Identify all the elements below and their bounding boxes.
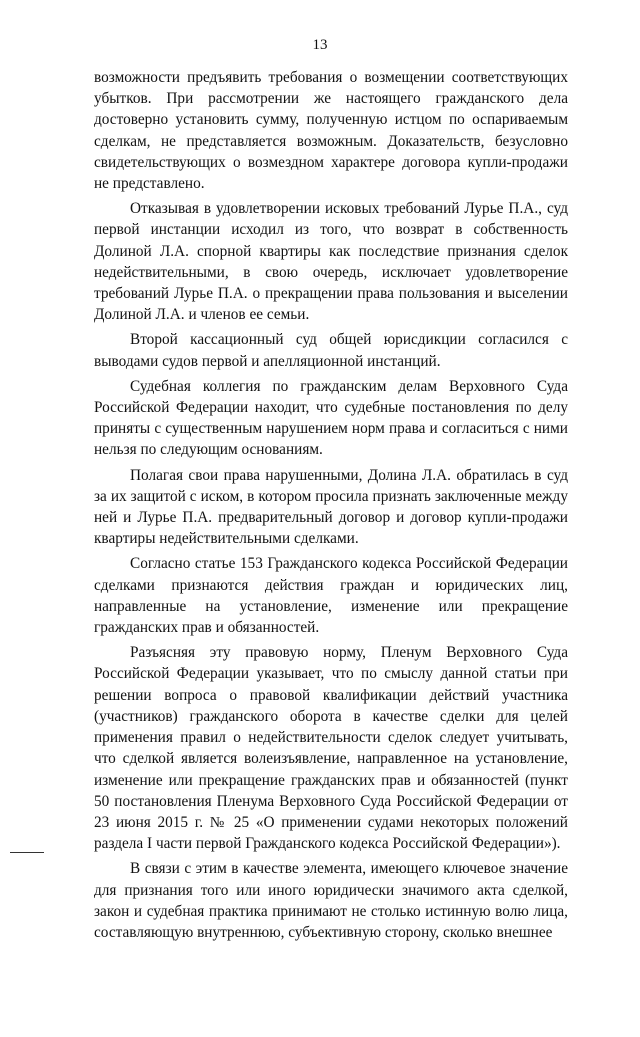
paragraph-judicial-board-finding: Судебная коллегия по гражданским делам Верховного Суда Российской Федерации находит, что судебные постановления по делу приняты с существенным нарушением норм права и согласиться с ними нельзя по следующим основаниям. bbox=[94, 377, 568, 459]
paragraph-continuation: возможности предъявить требования о возмещении соответствующих убытков. При рассмотрении же настоящего гражданского дела достоверно установить сумму, полученную истцом по оспариваемым сделкам, не представляется возможным. Доказательств, безусловно свидетельствующих о возмездном характере договора купли-продажи не представлено. bbox=[94, 69, 568, 193]
page-number: 13 bbox=[312, 37, 328, 53]
margin-scan-mark bbox=[10, 852, 44, 853]
paragraph-plenum-explanation: Разъясняя эту правовую норму, Пленум Верховного Суда Российской Федерации указывает, что по смыслу данной статьи при решении вопроса о правовой квалификации действий участника (участников) гражданского оборота в качестве сделки для целей применения правил о недействительности сделок следует учитывать, что сделкой является волеизъявление, направленное на установление, изменение или прекращение гражданских прав и обязанностей (пункт 50 постановления Пленума Верховного Суда Российской Федерации от 23 июня 2015 г. № 25 «О применении судами некоторых положений раздела I части первой Гражданского кодекса Российской Федерации»). bbox=[94, 644, 568, 853]
paragraph-claim-description: Полагая свои права нарушенными, Долина Л.А. обратилась в суд за их защитой с иском, в котором просила признать заключенные между ней и Лурье П.А. предварительный договор и договор купли-продажи квартиры недействительными сделками. bbox=[94, 466, 568, 548]
paragraph-key-element: В связи с этим в качестве элемента, имеющего ключевое значение для признания того или иного юридически значимого акта сделкой, закон и судебная практика принимают не столько истинную волю лица, составляющую внутреннюю, субъективную сторону, сколько внешнее bbox=[94, 860, 568, 941]
paragraph-first-instance-refusal: Отказывая в удовлетворении исковых требований Лурье П.А., суд первой инстанции исходил из того, что возврат в собственность Долиной Л.А. спорной квартиры как последствие признания сделок недействительными, в свою очередь, исключает удовлетворение требований Лурье П.А. о прекращении права пользования и выселении Долиной Л.А. и членов ее семьи. bbox=[94, 200, 568, 324]
document-body bbox=[94, 67, 568, 947]
paragraph-article-153: Согласно статье 153 Гражданского кодекса Российской Федерации сделками признаются действия граждан и юридических лиц, направленные на установление, изменение или прекращение гражданских прав и обязанностей. bbox=[94, 555, 568, 637]
paragraph-cassation-court: Второй кассационный суд общей юрисдикции согласился с выводами судов первой и апелляционной инстанций. bbox=[94, 331, 568, 370]
